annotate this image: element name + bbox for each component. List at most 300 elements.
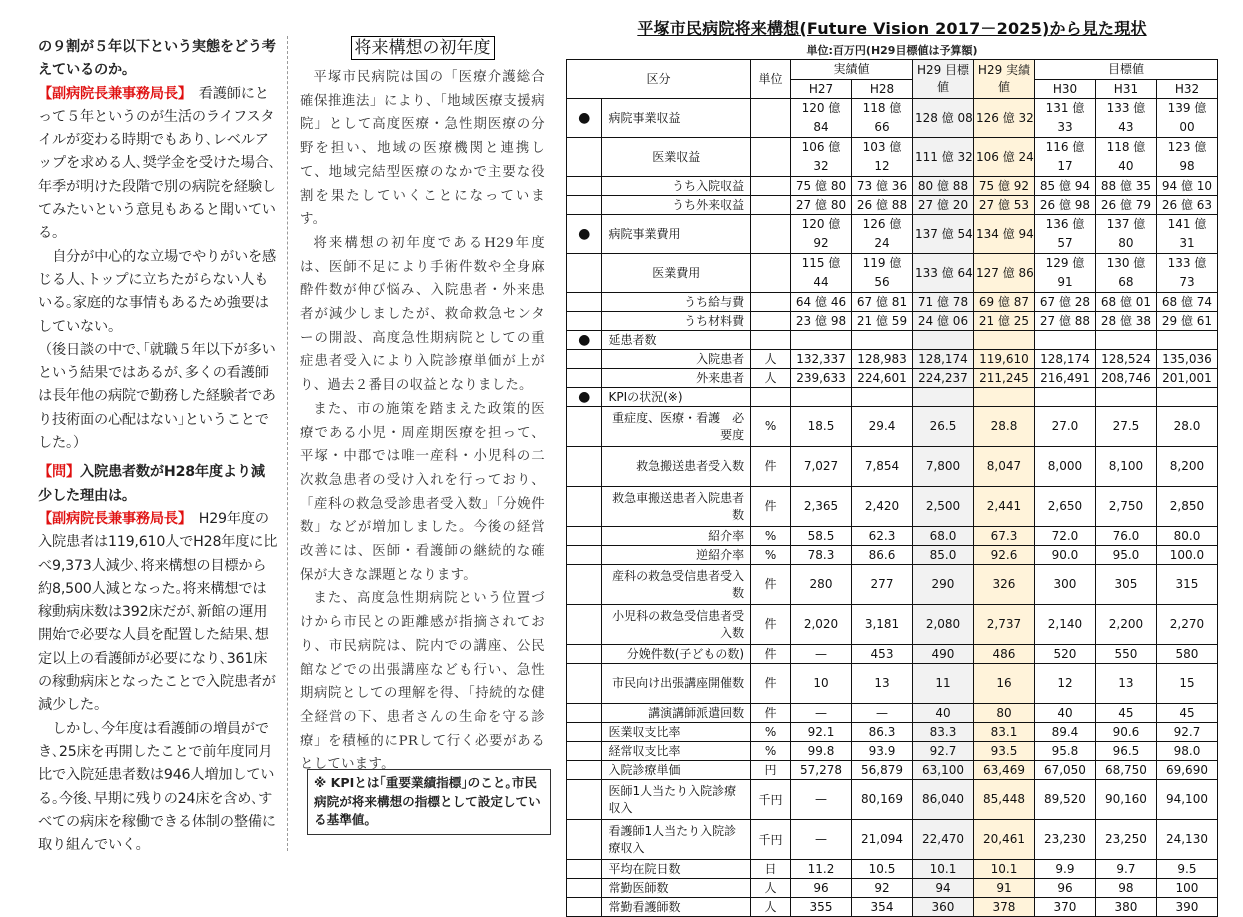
value-cell: 133 億 43	[1095, 99, 1156, 138]
value-cell: 26 億 98	[1034, 196, 1095, 215]
value-cell: 7,854	[852, 447, 913, 487]
value-cell: 93.9	[852, 742, 913, 761]
row-label: 医業収益	[602, 138, 751, 177]
value-cell: 300	[1034, 565, 1095, 605]
value-cell: 520	[1034, 645, 1095, 664]
value-cell	[973, 331, 1034, 350]
value-cell: 95.0	[1095, 546, 1156, 565]
value-cell: 139 億 00	[1156, 99, 1217, 138]
value-cell: 127 億 86	[973, 254, 1034, 293]
value-cell: 208,746	[1095, 369, 1156, 388]
value-cell: 216,491	[1034, 369, 1095, 388]
value-cell: 490	[913, 645, 974, 664]
value-cell: 128,174	[1034, 350, 1095, 369]
value-cell: 2,020	[791, 605, 852, 645]
value-cell: 83.1	[973, 723, 1034, 742]
value-cell: 2,365	[791, 487, 852, 527]
value-cell: 68 億 74	[1156, 293, 1217, 312]
value-cell: 92	[852, 879, 913, 898]
value-cell: 15	[1156, 664, 1217, 704]
value-cell: 370	[1034, 898, 1095, 917]
row-unit: 件	[751, 447, 791, 487]
row-unit	[751, 215, 791, 254]
bullet-cell	[567, 761, 602, 780]
table-row	[567, 388, 1218, 407]
bullet-cell	[567, 312, 602, 331]
table-row	[567, 312, 1218, 331]
value-cell: 118 億 66	[852, 99, 913, 138]
value-cell: 80 億 88	[913, 177, 974, 196]
value-cell: 115 億 44	[791, 254, 852, 293]
value-cell: 94 億 10	[1156, 177, 1217, 196]
value-cell	[1156, 388, 1217, 407]
value-cell: 106 億 32	[791, 138, 852, 177]
value-cell: 280	[791, 565, 852, 605]
value-cell: 69,690	[1156, 761, 1217, 780]
row-label: KPIの状況(※)	[602, 388, 751, 407]
value-cell: 133 億 73	[1156, 254, 1217, 293]
row-label: 平均在院日数	[602, 860, 751, 879]
value-cell: 120 億 84	[791, 99, 852, 138]
value-cell: —	[791, 780, 852, 820]
row-unit: 件	[751, 487, 791, 527]
hospital-vision-table	[566, 59, 1218, 917]
value-cell: 128,524	[1095, 350, 1156, 369]
value-cell: 92.7	[913, 742, 974, 761]
table-row	[567, 99, 1218, 138]
row-label: うち入院収益	[602, 177, 751, 196]
row-label: うち材料費	[602, 312, 751, 331]
row-label: 延患者数	[602, 331, 751, 350]
value-cell: 224,237	[913, 369, 974, 388]
row-label: 市民向け出張講座開催数	[602, 664, 751, 704]
value-cell: 92.6	[973, 546, 1034, 565]
bullet-cell	[567, 565, 602, 605]
row-unit	[751, 293, 791, 312]
value-cell: 80.0	[1156, 527, 1217, 546]
row-label: 逆紹介率	[602, 546, 751, 565]
value-cell: 28.0	[1156, 407, 1217, 447]
value-cell: 28 億 38	[1095, 312, 1156, 331]
value-cell: 2,737	[973, 605, 1034, 645]
value-cell	[913, 331, 974, 350]
row-unit: %	[751, 723, 791, 742]
bullet-icon: ●	[567, 215, 602, 254]
answer-paragraph: 自分が中心的な立場でやりがいを感じる人､トップに立ちたがらない人もいる｡家庭的な事情もあるため強要はしていない。	[38, 248, 276, 335]
table-row	[567, 350, 1218, 369]
row-label: 経常収支比率	[602, 742, 751, 761]
value-cell: 116 億 17	[1034, 138, 1095, 177]
value-cell: 57,278	[791, 761, 852, 780]
value-cell: 72.0	[1034, 527, 1095, 546]
row-unit: 件	[751, 645, 791, 664]
value-cell: 26 億 79	[1095, 196, 1156, 215]
row-unit: %	[751, 407, 791, 447]
value-cell: 27.0	[1034, 407, 1095, 447]
value-cell: 85,448	[973, 780, 1034, 820]
value-cell	[791, 388, 852, 407]
header-h29-actual: H29 実績値	[973, 60, 1034, 99]
value-cell: 23,230	[1034, 820, 1095, 860]
value-cell: 21,094	[852, 820, 913, 860]
value-cell: 580	[1156, 645, 1217, 664]
value-cell: 129 億 91	[1034, 254, 1095, 293]
value-cell: 88 億 35	[1095, 177, 1156, 196]
value-cell: 94	[913, 879, 974, 898]
bullet-icon: ●	[567, 388, 602, 407]
value-cell: 118 億 40	[1095, 138, 1156, 177]
value-cell: 355	[791, 898, 852, 917]
row-unit	[751, 312, 791, 331]
bullet-cell	[567, 350, 602, 369]
header-year: H32	[1156, 80, 1217, 99]
value-cell: 360	[913, 898, 974, 917]
header-target-group: 目標値	[1034, 60, 1217, 80]
row-unit: 人	[751, 350, 791, 369]
value-cell: 90.6	[1095, 723, 1156, 742]
row-label: 入院患者	[602, 350, 751, 369]
value-cell: 67,050	[1034, 761, 1095, 780]
article-paragraph: 将来構想の初年度であるH29年度は、医師不足により手術件数や全身麻酔件数が伸び悩み、入院患者・外来患者が減少しましたが、救命救急センターの開設、高度急性期病院としての重症患者受入により入院診療単価が上がり、過去２番目の収益となりました。	[300, 235, 545, 394]
row-label: 紹介率	[602, 527, 751, 546]
value-cell: 86.6	[852, 546, 913, 565]
row-label: うち給与費	[602, 293, 751, 312]
value-cell: 378	[973, 898, 1034, 917]
value-cell: 8,000	[1034, 447, 1095, 487]
value-cell: 13	[1095, 664, 1156, 704]
table-row	[567, 664, 1218, 704]
value-cell: 2,420	[852, 487, 913, 527]
value-cell: 21 億 25	[973, 312, 1034, 331]
value-cell: 2,441	[973, 487, 1034, 527]
row-label: 医師1人当たり入院診療収入	[602, 780, 751, 820]
value-cell: 23,250	[1095, 820, 1156, 860]
row-label: 重症度、医療・看護 必要度	[602, 407, 751, 447]
row-unit: 千円	[751, 780, 791, 820]
row-unit	[751, 331, 791, 350]
value-cell: 83.3	[913, 723, 974, 742]
value-cell: 120 億 92	[791, 215, 852, 254]
table-unit-note: 単位:百万円(H29目標値は予算額)	[806, 44, 978, 57]
value-cell: 67.3	[973, 527, 1034, 546]
table-row	[567, 138, 1218, 177]
table-row	[567, 605, 1218, 645]
bullet-cell	[567, 605, 602, 645]
value-cell: 2,270	[1156, 605, 1217, 645]
value-cell: 68.0	[913, 527, 974, 546]
value-cell: 354	[852, 898, 913, 917]
bullet-cell	[567, 177, 602, 196]
question-paragraph	[38, 461, 278, 508]
value-cell: 2,500	[913, 487, 974, 527]
value-cell: 2,140	[1034, 605, 1095, 645]
bullet-cell	[567, 742, 602, 761]
bullet-cell	[567, 447, 602, 487]
afterword-paragraph: （後日談の中で､｢就職５年以下が多いという結果ではあるが､多くの看護師は長年他の病院で勤務した経験者であり技術面の心配はない｣ということでした。）	[38, 341, 276, 452]
value-cell: 23 億 98	[791, 312, 852, 331]
row-label: 講演講師派遣回数	[602, 704, 751, 723]
value-cell: 69 億 87	[973, 293, 1034, 312]
value-cell	[1034, 331, 1095, 350]
value-cell: 290	[913, 565, 974, 605]
value-cell: 45	[1156, 704, 1217, 723]
table-row	[567, 546, 1218, 565]
column-divider	[287, 36, 288, 851]
value-cell: 90,160	[1095, 780, 1156, 820]
value-cell: 550	[1095, 645, 1156, 664]
value-cell: —	[791, 704, 852, 723]
row-unit	[751, 138, 791, 177]
value-cell: 201,001	[1156, 369, 1217, 388]
value-cell: 71 億 78	[913, 293, 974, 312]
value-cell: 99.8	[791, 742, 852, 761]
row-unit: 件	[751, 704, 791, 723]
table-row	[567, 820, 1218, 860]
row-label: 外来患者	[602, 369, 751, 388]
table-title: 平塚市民病院将来構想(Future Vision 2017－2025)から見た現状	[637, 19, 1147, 38]
value-cell: 119,610	[973, 350, 1034, 369]
value-cell: 27 億 20	[913, 196, 974, 215]
value-cell: 239,633	[791, 369, 852, 388]
value-cell: 20,461	[973, 820, 1034, 860]
value-cell: 28.8	[973, 407, 1034, 447]
value-cell: 63,469	[973, 761, 1034, 780]
answer-paragraph	[38, 508, 278, 718]
value-cell: 62.3	[852, 527, 913, 546]
value-cell: 27 億 53	[973, 196, 1034, 215]
row-label: 入院診療単価	[602, 761, 751, 780]
row-label: 看護師1人当たり入院診療収入	[602, 820, 751, 860]
value-cell: 131 億 33	[1034, 99, 1095, 138]
value-cell: 111 億 32	[913, 138, 974, 177]
value-cell: 58.5	[791, 527, 852, 546]
value-cell: 91	[973, 879, 1034, 898]
row-unit: 件	[751, 605, 791, 645]
bullet-cell	[567, 898, 602, 917]
value-cell: 26 億 88	[852, 196, 913, 215]
value-cell: 2,850	[1156, 487, 1217, 527]
answer-text: H29年度の入院患者は119,610人でH28年度に比べ9,373人減少､将来構想の目標から約8,500人減となった｡将来構想では稼動病床数は392床だが､新館の運用開始で必要な人員を配置した結果､想定以上の看護師が必要になり､361床の稼動病床となったことで入院患者が減少した。	[38, 510, 278, 714]
value-cell: 80	[973, 704, 1034, 723]
header-year: H27	[791, 80, 852, 99]
row-unit	[751, 388, 791, 407]
value-cell: 10	[791, 664, 852, 704]
table-row	[567, 723, 1218, 742]
table-row	[567, 407, 1218, 447]
value-cell: 92.1	[791, 723, 852, 742]
value-cell: 76.0	[1095, 527, 1156, 546]
bullet-cell	[567, 138, 602, 177]
row-label: 分娩件数(子どもの数)	[602, 645, 751, 664]
value-cell: 93.5	[973, 742, 1034, 761]
row-label: 産科の救急受信患者受入数	[602, 565, 751, 605]
bullet-cell	[567, 254, 602, 293]
value-cell: 10.1	[973, 860, 1034, 879]
value-cell: 486	[973, 645, 1034, 664]
interview-column	[38, 36, 278, 857]
value-cell: 132,337	[791, 350, 852, 369]
value-cell: 277	[852, 565, 913, 605]
value-cell: 9.5	[1156, 860, 1217, 879]
bullet-cell	[567, 369, 602, 388]
question-label: 【問】	[38, 464, 80, 481]
header-h29-target: H29 目標値	[913, 60, 974, 99]
value-cell: 10.1	[913, 860, 974, 879]
row-label: 病院事業費用	[602, 215, 751, 254]
table-row	[567, 704, 1218, 723]
value-cell: 45	[1095, 704, 1156, 723]
value-cell	[852, 331, 913, 350]
value-cell: —	[852, 704, 913, 723]
row-label: 常勤看護師数	[602, 898, 751, 917]
value-cell: 13	[852, 664, 913, 704]
speaker-label: 【副病院長兼事務局長】	[38, 85, 185, 102]
value-cell: 67 億 28	[1034, 293, 1095, 312]
answer-paragraph: しかし､今年度は看護師の増員ができ､25床を再開したことで前年度同月比で入院延患者数は946人増加している｡今後､早期に残りの24床を含め､すべての病床を稼働できる体制の整備に取り組んでいく。	[38, 720, 276, 854]
value-cell: 56,879	[852, 761, 913, 780]
value-cell: 40	[913, 704, 974, 723]
value-cell: 21 億 59	[852, 312, 913, 331]
bullet-cell	[567, 527, 602, 546]
table-row	[567, 254, 1218, 293]
value-cell: 128,983	[852, 350, 913, 369]
article-paragraph: また、市の施策を踏まえた政策的医療である小児・周産期医療を担って、平塚・中郡では唯一産科・小児科の二次救急患者の受け入れを行っており、「産科の救急受診患者受入数」「分娩件数」などが増加しました。今後の経営改善には、医師・看護師の継続的な確保が大きな課題となります。	[300, 401, 545, 583]
row-unit: %	[751, 527, 791, 546]
value-cell: 8,100	[1095, 447, 1156, 487]
value-cell	[1156, 331, 1217, 350]
value-cell	[1095, 388, 1156, 407]
value-cell: 86,040	[913, 780, 974, 820]
value-cell: 96	[791, 879, 852, 898]
row-label: 救急搬送患者受入数	[602, 447, 751, 487]
header-unit	[751, 60, 791, 99]
bullet-cell	[567, 664, 602, 704]
value-cell: 141 億 31	[1156, 215, 1217, 254]
bullet-cell	[567, 879, 602, 898]
row-label: 救急車搬送患者入院患者数	[602, 487, 751, 527]
value-cell: 18.5	[791, 407, 852, 447]
row-unit: 件	[751, 664, 791, 704]
value-cell: 123 億 98	[1156, 138, 1217, 177]
row-unit	[751, 254, 791, 293]
row-unit: 人	[751, 879, 791, 898]
bullet-cell	[567, 860, 602, 879]
value-cell: 103 億 12	[852, 138, 913, 177]
table-row	[567, 879, 1218, 898]
value-cell: 98.0	[1156, 742, 1217, 761]
row-unit: 千円	[751, 820, 791, 860]
value-cell: 134 億 94	[973, 215, 1034, 254]
row-unit	[751, 196, 791, 215]
value-cell: 135,036	[1156, 350, 1217, 369]
value-cell: 11	[913, 664, 974, 704]
article-paragraph: また、高度急性期病院という位置づけから市民との距離感が指摘されており、市民病院は、院内での講座、公民館などでの出張講座なども行い、急性期病院としての理解を得、「持続的な健全経営の下、患者さんの生命を守る診療」を積極的にPRして行く必要があるとしています。	[300, 591, 545, 773]
row-unit: %	[751, 742, 791, 761]
table-row	[567, 565, 1218, 605]
value-cell: 86.3	[852, 723, 913, 742]
table-row	[567, 487, 1218, 527]
bullet-icon: ●	[567, 99, 602, 138]
value-cell: 2,080	[913, 605, 974, 645]
question-text: 入院患者数がH28年度より減少した理由は。	[38, 464, 265, 504]
question-continuation: の９割が５年以下という実態をどう考えているのか。	[38, 39, 276, 79]
value-cell: 96.5	[1095, 742, 1156, 761]
row-label: 小児科の救急受信患者受入数	[602, 605, 751, 645]
bullet-cell	[567, 704, 602, 723]
table-row	[567, 527, 1218, 546]
header-unit-text: 単位	[758, 72, 783, 86]
value-cell: 9.7	[1095, 860, 1156, 879]
header-year: H30	[1034, 80, 1095, 99]
value-cell: 26.5	[913, 407, 974, 447]
table-row	[567, 898, 1218, 917]
value-cell: 64 億 46	[791, 293, 852, 312]
value-cell: 128 億 08	[913, 99, 974, 138]
value-cell: 11.2	[791, 860, 852, 879]
value-cell: 89,520	[1034, 780, 1095, 820]
value-cell: —	[791, 820, 852, 860]
value-cell: 75 億 92	[973, 177, 1034, 196]
value-cell: 390	[1156, 898, 1217, 917]
value-cell: 126 億 32	[973, 99, 1034, 138]
value-cell: 22,470	[913, 820, 974, 860]
row-unit	[751, 177, 791, 196]
article-paragraph: 平塚市民病院は国の「医療介護総合確保推進法」により、「地域医療支援病院」として高度医療・急性期医療の分野を担い、地域の医療機関と連携して、地域完結型医療のなかで主要な役割を果たしていくことになっています。	[300, 70, 545, 228]
value-cell: 29.4	[852, 407, 913, 447]
row-unit: %	[751, 546, 791, 565]
bullet-cell	[567, 820, 602, 860]
answer-paragraph	[38, 83, 278, 246]
value-cell: 3,181	[852, 605, 913, 645]
bullet-cell	[567, 780, 602, 820]
value-cell: 8,047	[973, 447, 1034, 487]
value-cell: 2,200	[1095, 605, 1156, 645]
bullet-cell	[567, 407, 602, 447]
value-cell: 24 億 06	[913, 312, 974, 331]
row-unit: 人	[751, 898, 791, 917]
value-cell: 89.4	[1034, 723, 1095, 742]
row-label: 病院事業収益	[602, 99, 751, 138]
value-cell	[973, 388, 1034, 407]
table-row	[567, 215, 1218, 254]
value-cell	[1095, 331, 1156, 350]
value-cell: 126 億 24	[852, 215, 913, 254]
value-cell: 315	[1156, 565, 1217, 605]
value-cell: 29 億 61	[1156, 312, 1217, 331]
value-cell: 305	[1095, 565, 1156, 605]
value-cell: 133 億 64	[913, 254, 974, 293]
value-cell: 326	[973, 565, 1034, 605]
value-cell: 128,174	[913, 350, 974, 369]
header-actual-group: 実績値	[791, 60, 913, 80]
bullet-icon: ●	[567, 331, 602, 350]
kpi-footnote-box: ※ KPIとは｢重要業績指標｣のこと｡市民病院が将来構想の指標として設定している基準値。	[307, 769, 551, 835]
table-row	[567, 369, 1218, 388]
value-cell: 16	[973, 664, 1034, 704]
value-cell: 94,100	[1156, 780, 1217, 820]
row-label: 常勤医師数	[602, 879, 751, 898]
value-cell: 137 億 80	[1095, 215, 1156, 254]
value-cell: 85.0	[913, 546, 974, 565]
value-cell: 98	[1095, 879, 1156, 898]
value-cell: 2,650	[1034, 487, 1095, 527]
value-cell: 40	[1034, 704, 1095, 723]
value-cell: 12	[1034, 664, 1095, 704]
value-cell: 224,601	[852, 369, 913, 388]
value-cell: 100.0	[1156, 546, 1217, 565]
value-cell	[1034, 388, 1095, 407]
bullet-cell	[567, 487, 602, 527]
